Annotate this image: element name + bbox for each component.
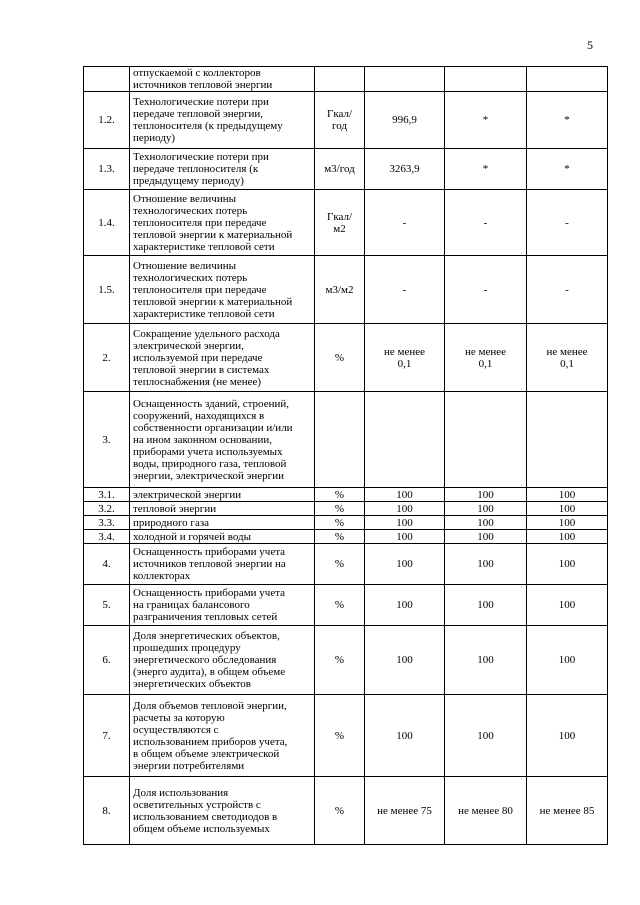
table-row xyxy=(84,544,608,585)
value-cell: 100 xyxy=(527,488,608,502)
value-cell: - xyxy=(527,190,608,256)
unit-cell: % xyxy=(315,544,365,585)
value-cell: 100 xyxy=(445,695,527,777)
value-cell: 100 xyxy=(365,530,445,544)
value-cell xyxy=(527,67,608,92)
indicator-name: природного газа xyxy=(130,516,315,530)
value-cell: 100 xyxy=(445,502,527,516)
value-cell: 100 xyxy=(445,516,527,530)
row-number: 1.3. xyxy=(84,149,130,190)
value-cell: 100 xyxy=(527,516,608,530)
value-cell: * xyxy=(527,149,608,190)
value-cell: 100 xyxy=(527,626,608,695)
table-row xyxy=(84,585,608,626)
indicator-name: электрической энергии xyxy=(130,488,315,502)
indicator-name: Оснащенность зданий, строений, сооружений, находящихся в собственности организации и/или на ином законном основании, приборами учета используемых воды, природного газа, тепловой энергии, электрической энергии xyxy=(130,392,315,488)
page-number: 5 xyxy=(587,38,593,52)
value-cell: 100 xyxy=(445,544,527,585)
table-row xyxy=(84,92,608,149)
value-cell: 100 xyxy=(445,585,527,626)
table-row xyxy=(84,392,608,488)
value-cell: - xyxy=(527,256,608,324)
row-number: 3. xyxy=(84,392,130,488)
unit-cell: % xyxy=(315,585,365,626)
table-row xyxy=(84,190,608,256)
table-row xyxy=(84,149,608,190)
row-number: 2. xyxy=(84,324,130,392)
indicator-name: Сокращение удельного расхода электрической энергии, используемой при передаче тепловой энергии в системах теплоснабжения (не менее) xyxy=(130,324,315,392)
row-number: 3.2. xyxy=(84,502,130,516)
value-cell: 3263,9 xyxy=(365,149,445,190)
value-cell: - xyxy=(445,256,527,324)
value-cell: - xyxy=(365,190,445,256)
value-cell: не менее 0,1 xyxy=(445,324,527,392)
row-number: 3.3. xyxy=(84,516,130,530)
row-number: 7. xyxy=(84,695,130,777)
value-cell xyxy=(365,392,445,488)
value-cell xyxy=(445,392,527,488)
value-cell: не менее 80 xyxy=(445,777,527,845)
indicators-table xyxy=(83,66,608,845)
unit-cell: Гкал/ м2 xyxy=(315,190,365,256)
unit-cell xyxy=(315,67,365,92)
indicator-name: Доля объемов тепловой энергии, расчеты за которую осуществляются с использованием приборов учета, в общем объеме электрической энергии потребителями xyxy=(130,695,315,777)
value-cell: * xyxy=(445,149,527,190)
row-number xyxy=(84,67,130,92)
row-number: 1.2. xyxy=(84,92,130,149)
row-number: 1.5. xyxy=(84,256,130,324)
value-cell: 100 xyxy=(365,516,445,530)
value-cell: 100 xyxy=(365,502,445,516)
value-cell xyxy=(527,392,608,488)
row-number: 6. xyxy=(84,626,130,695)
unit-cell: % xyxy=(315,626,365,695)
value-cell: не менее 75 xyxy=(365,777,445,845)
row-number: 3.1. xyxy=(84,488,130,502)
row-number: 4. xyxy=(84,544,130,585)
value-cell: - xyxy=(445,190,527,256)
unit-cell: % xyxy=(315,695,365,777)
indicator-name: Технологические потери при передаче теплоносителя (к предыдущему периоду) xyxy=(130,149,315,190)
value-cell: * xyxy=(527,92,608,149)
value-cell: 100 xyxy=(527,585,608,626)
indicator-name: Оснащенность приборами учета на границах балансового разграничения тепловых сетей xyxy=(130,585,315,626)
unit-cell: % xyxy=(315,530,365,544)
indicator-name: отпускаемой с коллекторов источников тепловой энергии xyxy=(130,67,315,92)
table-row xyxy=(84,626,608,695)
value-cell: 100 xyxy=(445,626,527,695)
row-number: 3.4. xyxy=(84,530,130,544)
value-cell: не менее 0,1 xyxy=(527,324,608,392)
value-cell: не менее 0,1 xyxy=(365,324,445,392)
value-cell: 100 xyxy=(527,695,608,777)
row-number: 8. xyxy=(84,777,130,845)
table-row xyxy=(84,488,608,502)
value-cell: - xyxy=(365,256,445,324)
row-number: 5. xyxy=(84,585,130,626)
indicator-name: Отношение величины технологических потерь теплоносителя при передаче тепловой энергии к материальной характеристике тепловой сети xyxy=(130,256,315,324)
value-cell: 100 xyxy=(365,695,445,777)
table-row xyxy=(84,777,608,845)
value-cell: 100 xyxy=(365,626,445,695)
indicator-name: Оснащенность приборами учета источников тепловой энергии на коллекторах xyxy=(130,544,315,585)
table-row xyxy=(84,67,608,92)
table-row xyxy=(84,530,608,544)
unit-cell: % xyxy=(315,516,365,530)
table-row xyxy=(84,516,608,530)
unit-cell: % xyxy=(315,502,365,516)
value-cell: 100 xyxy=(445,488,527,502)
indicator-name: холодной и горячей воды xyxy=(130,530,315,544)
indicator-name: Отношение величины технологических потерь теплоносителя при передаче тепловой энергии к материальной характеристике тепловой сети xyxy=(130,190,315,256)
unit-cell: % xyxy=(315,488,365,502)
unit-cell xyxy=(315,392,365,488)
indicator-name: Доля использования осветительных устройств с использованием светодиодов в общем объеме используемых xyxy=(130,777,315,845)
value-cell: 100 xyxy=(365,585,445,626)
value-cell xyxy=(445,67,527,92)
unit-cell: м3/год xyxy=(315,149,365,190)
unit-cell: % xyxy=(315,324,365,392)
value-cell: 100 xyxy=(445,530,527,544)
value-cell: * xyxy=(445,92,527,149)
value-cell: не менее 85 xyxy=(527,777,608,845)
unit-cell: % xyxy=(315,777,365,845)
value-cell: 100 xyxy=(527,530,608,544)
value-cell: 100 xyxy=(527,544,608,585)
unit-cell: Гкал/ год xyxy=(315,92,365,149)
indicator-name: тепловой энергии xyxy=(130,502,315,516)
indicator-name: Технологические потери при передаче тепловой энергии, теплоносителя (к предыдущему периоду) xyxy=(130,92,315,149)
table-row xyxy=(84,502,608,516)
table-row xyxy=(84,695,608,777)
value-cell: 100 xyxy=(365,488,445,502)
row-number: 1.4. xyxy=(84,190,130,256)
value-cell: 100 xyxy=(527,502,608,516)
value-cell: 996,9 xyxy=(365,92,445,149)
unit-cell: м3/м2 xyxy=(315,256,365,324)
value-cell: 100 xyxy=(365,544,445,585)
value-cell xyxy=(365,67,445,92)
indicator-name: Доля энергетических объектов, прошедших процедуру энергетического обследования (энерго аудита), в общем объеме энергетических объектов xyxy=(130,626,315,695)
table-row xyxy=(84,256,608,324)
table-row xyxy=(84,324,608,392)
